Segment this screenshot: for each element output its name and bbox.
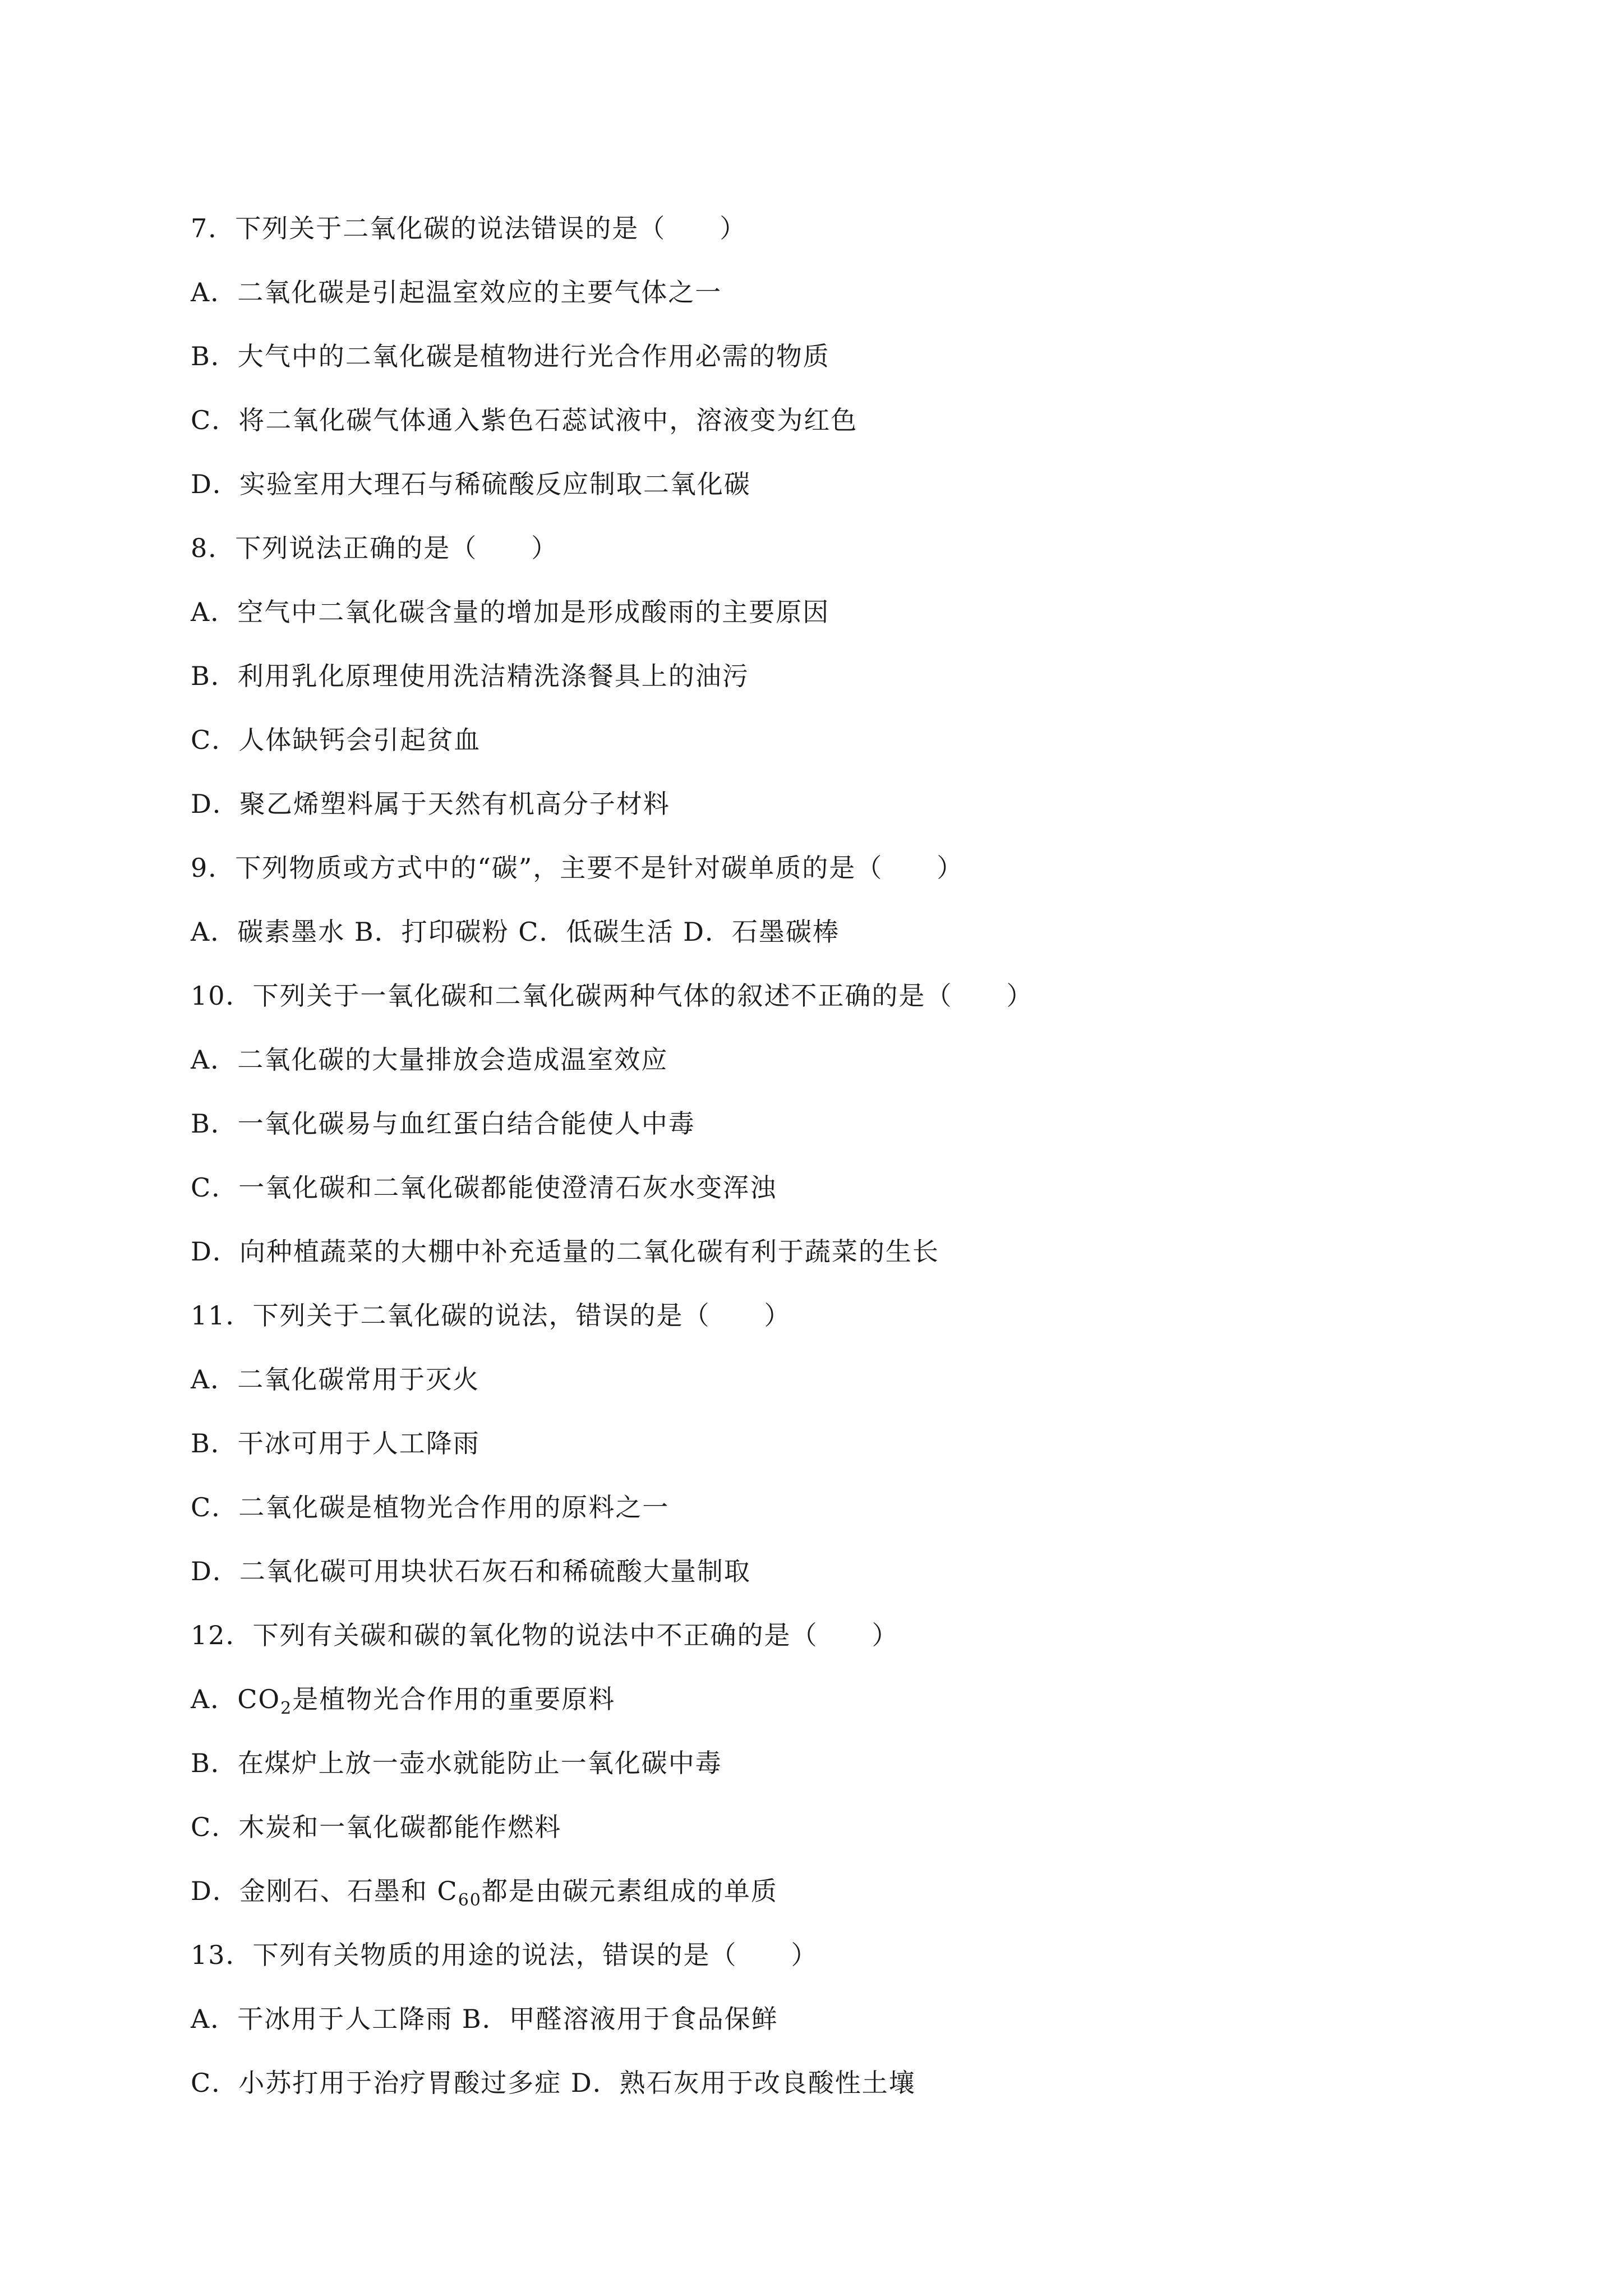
question-7-option-c: C．将二氧化碳气体通入紫色石蕊试液中，溶液变为红色 [191,405,858,435]
question-11-stem: 11．下列关于二氧化碳的说法，错误的是（ ） [191,1300,791,1331]
option-d-suffix: 都是由碳元素组成的单质 [481,1876,778,1906]
question-9-stem: 9．下列物质或方式中的“碳”，主要不是针对碳单质的是（ ） [191,853,964,883]
question-12-option-a [191,1680,1481,1743]
question-7-option-d: D．实验室用大理石与稀硫酸反应制取二氧化碳 [191,469,751,499]
question-12-stem: 12．下列有关碳和碳的氧化物的说法中不正确的是（ ） [191,1620,899,1650]
question-12-option-b: B．在煤炉上放一壶水就能防止一氧化碳中毒 [191,1748,722,1778]
question-11-option-a: A．二氧化碳常用于灭火 [191,1364,480,1395]
question-10-stem: 10．下列关于一氧化碳和二氧化碳两种气体的叙述不正确的是（ ） [191,981,1034,1011]
question-8-stem: 8．下列说法正确的是（ ） [191,533,559,563]
question-9-options: A．碳素墨水 B．打印碳粉 C．低碳生活 D．石墨碳棒 [191,917,840,947]
option-d-prefix: D．金刚石、石墨和 C [191,1876,458,1906]
question-13-options-cd: C．小苏打用于治疗胃酸过多症 D．熟石灰用于改良酸性土壤 [191,2068,916,2098]
question-11-option-b: B．干冰可用于人工降雨 [191,1428,480,1458]
co2-subscript: 2 [280,1699,293,1718]
question-12-option-c: C．木炭和一氧化碳都能作燃料 [191,1812,562,1842]
question-8-option-a: A．空气中二氧化碳含量的增加是形成酸雨的主要原因 [191,597,830,627]
question-12-option-d [191,1871,1481,1935]
question-13-options-ab: A．干冰用于人工降雨 B．甲醛溶液用于食品保鲜 [191,2004,778,2034]
question-10-option-b: B．一氧化碳易与血红蛋白结合能使人中毒 [191,1108,695,1139]
question-8-option-b: B．利用乳化原理使用洗洁精洗涤餐具上的油污 [191,661,749,691]
question-10-option-c: C．一氧化碳和二氧化碳都能使澄清石灰水变浑浊 [191,1172,777,1203]
question-8-option-d: D．聚乙烯塑料属于天然有机高分子材料 [191,789,670,819]
question-11-option-c: C．二氧化碳是植物光合作用的原料之一 [191,1492,670,1522]
question-list [191,209,1481,2127]
c60-subscript: 60 [458,1890,482,1910]
question-7-option-b: B．大气中的二氧化碳是植物进行光合作用必需的物质 [191,341,830,371]
question-8-option-c: C．人体缺钙会引起贫血 [191,725,481,755]
question-11-option-d: D．二氧化碳可用块状石灰石和稀硫酸大量制取 [191,1556,751,1586]
option-a-suffix: 是植物光合作用的重要原料 [292,1684,616,1714]
option-a-prefix: A．CO [191,1684,281,1714]
question-10-option-a: A．二氧化碳的大量排放会造成温室效应 [191,1045,668,1075]
question-7-option-a: A．二氧化碳是引起温室效应的主要气体之一 [191,277,722,307]
question-13-stem: 13．下列有关物质的用途的说法，错误的是（ ） [191,1940,818,1970]
question-10-option-d: D．向种植蔬菜的大棚中补充适量的二氧化碳有利于蔬菜的生长 [191,1236,939,1267]
question-7-stem: 7．下列关于二氧化碳的说法错误的是（ ） [191,213,747,243]
